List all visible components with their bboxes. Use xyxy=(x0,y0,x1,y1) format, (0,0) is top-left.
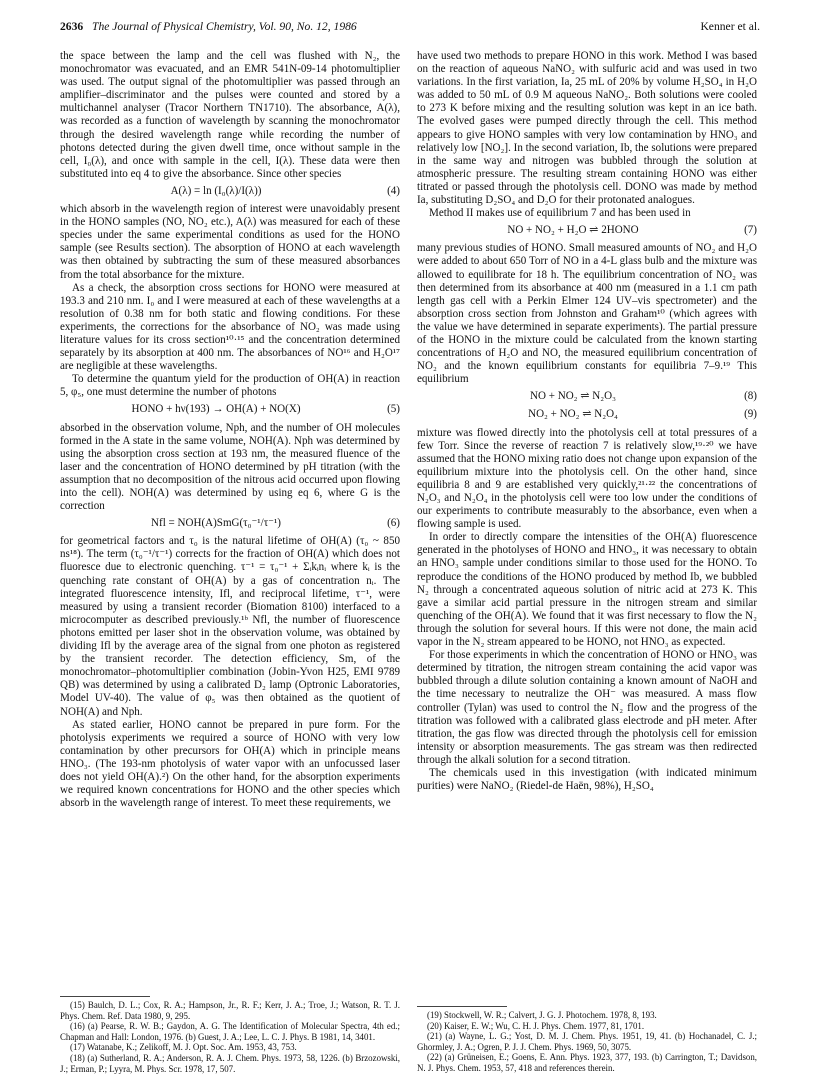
footnotes-left xyxy=(60,1000,400,1074)
paragraph: The chemicals used in this investigation (with indicated minimum purities) were NaNO₂ (Riedel-de Haën, 98%), H₂SO₄ xyxy=(417,766,757,793)
paragraph: have used two methods to prepare HONO in this work. Method I was based on the reaction of aqueous NaNO₂ with sulfuric acid and was used in two variations. In the first variation, Ia, 25 mL of 20% by volume H₂SO₄ in H₂O was added to 50 mL of 0.9 M aqueous NaNO₂. Both solutions were cooled to 273 K before mixing and the resulting solution was kept in an ice bath. The evolved gases were pumped directly through the cell. This method appears to give HONO samples with very low contamination by HNO₃ and relatively low [NO₂]. In the second variation, Ib, the solutions were prepared in the same way and nitrogen was bubbled through the solution at atmospheric pressure. The resulting stream containing HONO was either titrated or passed through the photolysis cell. DONO was made by method Ia, substituting D₂SO₄ and D₂O for their protonated analogues. xyxy=(417,50,757,207)
paragraph: As stated earlier, HONO cannot be prepared in pure form. For the photolysis experiments we required a source of HONO with very low contamination by other precursors for OH(A) which in principle means HNO₃. (The 193-nm photolysis of water vapor with an unfocussed laser does not yield OH(A).²) On the other hand, for the absorption experiments we required known concentrations for HONO and the other species which absorb in the wavelength range of interest. To meet these requirements, we xyxy=(60,718,400,810)
footnote: (22) (a) Grüneisen, E.; Goens, E. Ann. Phys. 1923, 377, 193. (b) Carrington, T.; Davidson, N. J. Phys. Chem. 1953, 57, 418 and references therein. xyxy=(417,1052,757,1073)
footnote: (15) Baulch, D. L.; Cox, R. A.; Hampson, Jr., R. F.; Kerr, J. A.; Troe, J.; Watson, R. T. J. Phys. Chem. Ref. Data 1980, 9, 295. xyxy=(60,1000,400,1021)
equation xyxy=(417,390,757,403)
paragraph: for geometrical factors and τ₀ is the natural lifetime of OH(A) (τ₀ ~ 850 ns¹⁸). The term (τ₀⁻¹/τ⁻¹) corrects for the fraction of OH(A) which does not fluoresce due to electronic quenching. τ⁻¹ = τ₀⁻¹ + Σᵢkᵢnᵢ where kᵢ is the quenching rate constant of OH(A) by a gas of concentration nᵢ. The integrated fluorescence intensity, Ifl, and reciprocal lifetime, τ⁻¹, were measured by using a transient recorder (Biomation 8100) interfaced to a microcomputer as described previously.¹ᵇ Nfl, the number of fluorescence photons emitted per laser shot in the observation volume, was obtained by dividing Ifl by the average area of the signal from one photon as registered by the transient recorder. The detection efficiency, Sm, of the monochromator–photomultiplier combination (Jobin-Yvon H25, EMI 9789 QB) was determined by using a calibrated D₂ lamp (Optronic Laboratories, Model UV-40). The value of φ₅ was then obtained as the quotient of NOH(A) and Nph. xyxy=(60,535,400,718)
paragraph: In order to directly compare the intensities of the OH(A) fluorescence generated in the photolyses of HONO and HNO₃, it was necessary to obtain an HNO₃ sample under conditions similar to those used for the HONO. To reproduce the conditions of the HONO produced by method Ib, we bubbled N₂ through a concentrated aqueous solution of nitric acid at 273 K. This gave a similar acid partial pressure in the nitrogen stream and similar quenching of the OH(A). We found that it was first necessary to flow the N₂ through the solution for several hours. If this were not done, the main acid vapor in the N₂ stream appeared to be HONO, not HNO₃ as expected. xyxy=(417,531,757,649)
paragraph: mixture was flowed directly into the photolysis cell at total pressures of a few Torr. Since the reverse of reaction 7 is relatively slow,¹⁹·²⁰ we have assumed that the HONO mixing ratio does not change upon expansion of the equilibrium mixture into the photolysis cell. On the other hand, since equilibria 8 and 9 are established very quickly,²¹·²² the concentrations of N₂O₃ and N₂O₄ in the photolysis cell were too low under the conditions of our experiments to contribute measurably to the absorbance, even when a flowing sample is used. xyxy=(417,426,757,531)
running-header xyxy=(60,20,760,36)
footnote: (21) (a) Wayne, L. G.; Yost, D. M. J. Chem. Phys. 1951, 19, 41. (b) Hochanadel, C. J.; Ghormley, J. A.; Ogren, P. J. J. Chem. Phys. 1969, 50, 3075. xyxy=(417,1031,757,1052)
equation-number: (6) xyxy=(387,517,400,530)
footnote-rule xyxy=(417,1006,507,1007)
paragraph: Method II makes use of equilibrium 7 and has been used in xyxy=(429,207,691,220)
equation xyxy=(417,408,757,421)
equation xyxy=(60,403,400,416)
running-authors: Kenner et al. xyxy=(700,20,760,33)
equation-number: (4) xyxy=(387,184,400,197)
left-column xyxy=(60,50,400,810)
page-number: 2636 xyxy=(60,20,84,33)
equation-expression: A(λ) = ln (I₀(λ)/I(λ)) xyxy=(170,184,262,197)
paragraph: For those experiments in which the concentration of HONO or HNO₃ was determined by titration, the nitrogen stream containing the acid vapor was bubbled through a dilute solution containing a known amount of NaOH and the time necessary to neutralize the OH⁻ was measured. A mass flow controller (Tylan) was used to control the N₂ flow and the progress of the titration was followed with a calibrated glass electrode and pH meter. After titration, the gas flow was directed through the photolysis cell for emission intensity or absorption measurements. The gas stream was then redirected through the alkali solution for a second titration. xyxy=(417,649,757,766)
paragraph: many previous studies of HONO. Small measured amounts of NO₂ and H₂O were added to about 650 Torr of NO in a 4-L glass bulb and the mixture was allowed to equilibrate for 18 h. The equilibrium concentration of NO₂ was then determined from its absorbance at 400 nm (measured in a 1.1 cm path length gas cell with a Perkin Elmer 124 UV–vis spectrometer) and the absorption cross section from Johnston and Graham¹⁰ (which agrees with the value we have determined in separate experiments). The partial pressure of the HONO in the mixture could be calculated from the known starting concentrations of H₂O and NO, the measured equilibrium concentration of NO₂ and the known equilibrium constants for equilibria 7–9.¹⁹ This equilibrium xyxy=(417,242,757,386)
footnote-rule xyxy=(60,996,150,997)
paragraph: To determine the quantum yield for the production of OH(A) in reaction 5, φ₅, one must determine the number of photons xyxy=(60,373,400,399)
paragraph: the space between the lamp and the cell was flushed with N₂, the monochromator was evacuated, and an EMR 541N-09-14 photomultiplier was used. The output signal of the photomultiplier was passed through an amplifier–discriminator and the pulses were counted and stored by a multichannel analyser (Tracor Northern TN1710). The absorbance, A(λ), was recorded as a function of wavelength by scanning the monochromator through the desired wavelength range while recording the number of photons detected during the given dwell time, once without sample in the cell, I₀(λ), and once with sample in the cell, I(λ). These data were then substituted into eq 4 to give the absorbance. Since other species xyxy=(60,50,400,180)
journal-citation: The Journal of Physical Chemistry, Vol. 90, No. 12, 1986 xyxy=(92,20,357,33)
equation xyxy=(417,224,757,237)
equation-expression: NO + NO₂ ⇌ N₂O₃ xyxy=(530,390,616,403)
equation xyxy=(60,517,400,530)
footnote: (18) (a) Sutherland, R. A.; Anderson, R. A. J. Chem. Phys. 1973, 58, 1226. (b) Brzozowski, J.; Erman, P.; Lyyra, M. Phys. Scr. 1978, 17, 507. xyxy=(60,1052,400,1074)
equation xyxy=(60,185,400,198)
paragraph: which absorb in the wavelength region of interest were unavoidably present in the HONO samples (NO, NO₂ etc.), A(λ) was measured for each of these species under the same experimental conditions as used for the HONO sample (see Results section). The absorption of HONO at each wavelength was then obtained by subtracting the sum of these measured absorbances from the total absorbance for the mixture. xyxy=(60,203,400,281)
footnotes-right xyxy=(417,1010,757,1074)
footnote: (17) Watanabe, K.; Zelikoff, M. J. Opt. Soc. Am. 1953, 43, 753. xyxy=(70,1042,297,1053)
equation-expression: HONO + hν(193) → OH(A) + NO(X) xyxy=(131,403,301,416)
equation-number: (9) xyxy=(744,408,757,421)
equation-number: (5) xyxy=(387,403,400,416)
equation-number: (7) xyxy=(744,224,757,237)
footnote: (16) (a) Pearse, R. W. B.; Gaydon, A. G. The Identification of Molecular Spectra, 4th ed.; Chapman and Hall: London, 1976. (b) Guest, J. A.; Lee, L. C. J. Phys. B 1981, 14, 3401. xyxy=(60,1021,400,1042)
right-column xyxy=(417,50,757,793)
equation-number: (8) xyxy=(744,390,757,403)
footnote: (20) Kaiser, E. W.; Wu, C. H. J. Phys. Chem. 1977, 81, 1701. xyxy=(427,1020,645,1031)
footnote: (19) Stockwell, W. R.; Calvert, J. G. J. Photochem. 1978, 8, 193. xyxy=(427,1010,657,1020)
equation-expression: Nfl = NOH(A)SmG(τ₀⁻¹/τ⁻¹) xyxy=(151,517,281,530)
paragraph: As a check, the absorption cross sections for HONO were measured at 193.3 and 210 nm. I₀ and I were measured at each of these wavelengths at a resolution of 0.38 nm for both static and flowing conditions. For these experiments, the corrections for the absorbance of NO₂ was made using literature values for its cross section¹⁰·¹⁵ and the concentration determined separately by its absorption at 400 nm. The absorbances of NO¹⁶ and H₂O¹⁷ are negligible at these wavelengths. xyxy=(60,281,400,373)
equation-expression: NO₂ + NO₂ ⇌ N₂O₄ xyxy=(528,408,618,421)
paragraph: absorbed in the observation volume, Nph, and the number of OH molecules formed in the A state in the same volume, NOH(A). Nph was determined by using the absorption cross section at 193 nm, the measured fluence of the laser and the concentration of HONO determined by pH titration (with the assumption that no decomposition of the nitrous acid occurred upon flowing into the cell). NOH(A) was determined by using eq 6, where G is the correction xyxy=(60,421,400,513)
equation-expression: NO + NO₂ + H₂O ⇌ 2HONO xyxy=(507,224,639,237)
